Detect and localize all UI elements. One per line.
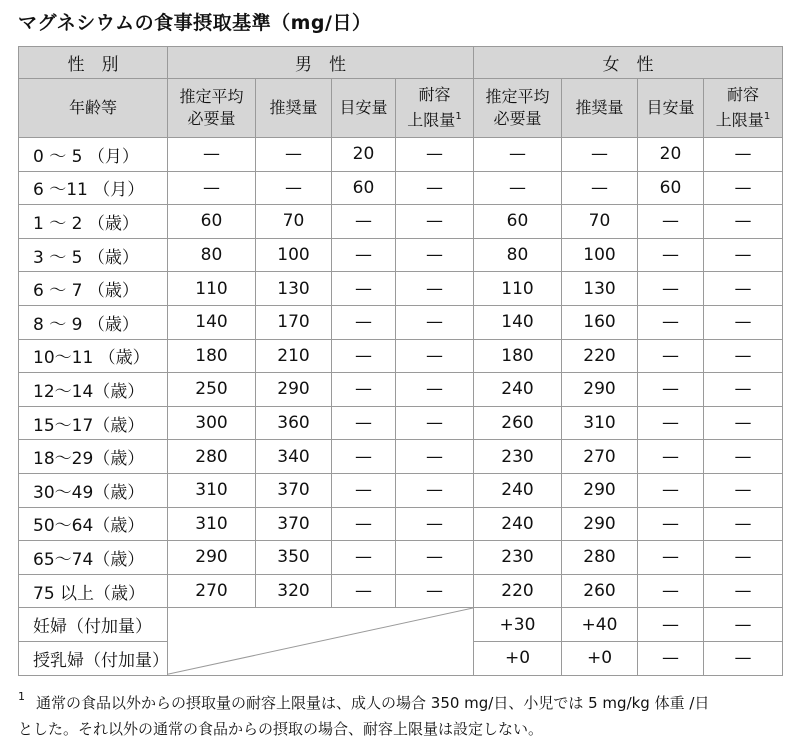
value-cell: — [396, 305, 474, 339]
value-cell: 250 [168, 373, 256, 407]
footnote-line-1: 通常の食品以外からの摂取量の耐容上限量は、成人の場合 350 mg/日、小児では 5 mg/kg 体重 /日 [36, 694, 710, 712]
value-cell: 220 [562, 339, 638, 373]
value-cell: 360 [256, 406, 332, 440]
male-ear-header: 推定平均 必要量 [168, 79, 256, 138]
value-cell: — [332, 440, 396, 474]
age-cell: 妊婦（付加量） [19, 608, 168, 642]
value-cell: — [168, 171, 256, 205]
value-cell: 60 [638, 171, 704, 205]
age-cell: 8 ～ 9 （歳） [19, 305, 168, 339]
value-cell: — [638, 272, 704, 306]
table-row [19, 272, 783, 306]
table-row [19, 138, 783, 172]
value-cell: — [332, 507, 396, 541]
value-cell: — [704, 339, 783, 373]
value-cell: 160 [562, 305, 638, 339]
value-cell: 260 [562, 574, 638, 608]
table-row [19, 373, 783, 407]
age-cell: 6 ～11 （月） [19, 171, 168, 205]
table-row [19, 608, 783, 642]
value-cell: 350 [256, 541, 332, 575]
value-cell: 300 [168, 406, 256, 440]
value-cell: — [332, 238, 396, 272]
value-cell: — [638, 541, 704, 575]
value-cell: — [638, 205, 704, 239]
value-cell: — [704, 138, 783, 172]
value-cell: 370 [256, 507, 332, 541]
value-cell: 220 [474, 574, 562, 608]
female-header: 女 性 [474, 47, 783, 79]
value-cell: 70 [256, 205, 332, 239]
value-cell: 60 [332, 171, 396, 205]
value-cell: — [396, 440, 474, 474]
value-cell: — [704, 305, 783, 339]
age-cell: 1 ～ 2 （歳） [19, 205, 168, 239]
value-cell: — [704, 373, 783, 407]
age-cell: 75 以上（歳） [19, 574, 168, 608]
value-cell: +0 [562, 641, 638, 675]
value-cell: 170 [256, 305, 332, 339]
value-cell: — [704, 238, 783, 272]
value-cell: 240 [474, 507, 562, 541]
value-cell: — [396, 238, 474, 272]
value-cell: — [396, 541, 474, 575]
value-cell: 20 [332, 138, 396, 172]
value-cell: — [704, 541, 783, 575]
table-row [19, 406, 783, 440]
value-cell: 280 [562, 541, 638, 575]
value-cell: — [332, 406, 396, 440]
table-row [19, 171, 783, 205]
value-cell: — [638, 574, 704, 608]
value-cell: — [332, 305, 396, 339]
value-cell: — [562, 138, 638, 172]
value-cell: — [256, 138, 332, 172]
value-cell: — [396, 138, 474, 172]
age-cell: 3 ～ 5 （歳） [19, 238, 168, 272]
value-cell: — [396, 171, 474, 205]
value-cell: 290 [168, 541, 256, 575]
value-cell: 110 [168, 272, 256, 306]
value-cell: — [704, 507, 783, 541]
value-cell: 110 [474, 272, 562, 306]
value-cell: — [396, 272, 474, 306]
value-cell: — [638, 373, 704, 407]
age-cell: 18～29（歳） [19, 440, 168, 474]
value-cell: 370 [256, 473, 332, 507]
value-cell: — [638, 507, 704, 541]
table-row [19, 238, 783, 272]
value-cell: 20 [638, 138, 704, 172]
value-cell: — [396, 373, 474, 407]
table-row [19, 574, 783, 608]
value-cell: — [396, 205, 474, 239]
male-ai-header: 目安量 [332, 79, 396, 138]
value-cell: — [638, 473, 704, 507]
value-cell: 270 [562, 440, 638, 474]
magnesium-intake-table [18, 46, 783, 676]
value-cell: 290 [562, 473, 638, 507]
female-ai-header: 目安量 [638, 79, 704, 138]
value-cell: 100 [256, 238, 332, 272]
age-cell: 15～17（歳） [19, 406, 168, 440]
value-cell: — [332, 574, 396, 608]
value-cell: — [704, 641, 783, 675]
table-row [19, 541, 783, 575]
value-cell: 130 [256, 272, 332, 306]
value-cell: +30 [474, 608, 562, 642]
value-cell: 80 [168, 238, 256, 272]
value-cell: 230 [474, 440, 562, 474]
table-row [19, 339, 783, 373]
value-cell: 280 [168, 440, 256, 474]
footnote [18, 690, 782, 742]
age-cell: 授乳婦（付加量） [19, 641, 168, 675]
value-cell: 210 [256, 339, 332, 373]
age-cell: 6 ～ 7 （歳） [19, 272, 168, 306]
value-cell: 240 [474, 373, 562, 407]
value-cell: 80 [474, 238, 562, 272]
female-rda-header: 推奨量 [562, 79, 638, 138]
value-cell: 290 [562, 507, 638, 541]
value-cell: — [638, 440, 704, 474]
male-header: 男 性 [168, 47, 474, 79]
value-cell: — [332, 373, 396, 407]
age-cell: 30～49（歳） [19, 473, 168, 507]
age-cell: 0 ～ 5 （月） [19, 138, 168, 172]
value-cell: 310 [562, 406, 638, 440]
value-cell: 180 [168, 339, 256, 373]
female-ul-header: 耐容 上限量$^1$ [704, 79, 783, 138]
value-cell: — [256, 171, 332, 205]
table-row [19, 507, 783, 541]
value-cell: — [704, 473, 783, 507]
intake-table-wrapper [18, 46, 782, 676]
value-cell: — [704, 205, 783, 239]
value-cell: 70 [562, 205, 638, 239]
value-cell: — [332, 541, 396, 575]
value-cell: 290 [562, 373, 638, 407]
value-cell: — [638, 406, 704, 440]
value-cell: 270 [168, 574, 256, 608]
female-ear-header: 推定平均 必要量 [474, 79, 562, 138]
value-cell: +40 [562, 608, 638, 642]
male-rda-header: 推奨量 [256, 79, 332, 138]
value-cell: 240 [474, 473, 562, 507]
value-cell: 140 [168, 305, 256, 339]
value-cell: — [474, 138, 562, 172]
value-cell: — [704, 272, 783, 306]
value-cell: 130 [562, 272, 638, 306]
footnote-line-2: とした。それ以外の通常の食品からの摂取の場合、耐容上限量は設定しない。 [18, 720, 544, 738]
value-cell: — [704, 608, 783, 642]
footnote-mark: 1 [18, 690, 25, 703]
value-cell: 60 [474, 205, 562, 239]
value-cell: 290 [256, 373, 332, 407]
sex-header: 性 別 [19, 47, 168, 79]
value-cell: — [638, 641, 704, 675]
value-cell: 310 [168, 507, 256, 541]
value-cell: 230 [474, 541, 562, 575]
value-cell: — [396, 339, 474, 373]
value-cell: — [704, 574, 783, 608]
age-header: 年齢等 [19, 79, 168, 138]
value-cell: 140 [474, 305, 562, 339]
table-row [19, 440, 783, 474]
value-cell: — [638, 608, 704, 642]
value-cell: — [638, 238, 704, 272]
value-cell: 100 [562, 238, 638, 272]
value-cell: — [396, 406, 474, 440]
value-cell: — [474, 171, 562, 205]
value-cell: — [396, 507, 474, 541]
page-title: マグネシウムの食事摂取基準（mg/日） [18, 12, 372, 34]
value-cell: 260 [474, 406, 562, 440]
value-cell: — [562, 171, 638, 205]
value-cell: — [332, 272, 396, 306]
age-cell: 10～11 （歳） [19, 339, 168, 373]
value-cell: — [332, 205, 396, 239]
value-cell: 60 [168, 205, 256, 239]
value-cell: — [704, 171, 783, 205]
table-row [19, 205, 783, 239]
value-cell: 180 [474, 339, 562, 373]
value-cell: — [638, 339, 704, 373]
value-cell: 320 [256, 574, 332, 608]
value-cell: — [396, 574, 474, 608]
value-cell: — [168, 138, 256, 172]
age-cell: 50～64（歳） [19, 507, 168, 541]
value-cell: 340 [256, 440, 332, 474]
value-cell: — [396, 473, 474, 507]
age-cell: 12～14（歳） [19, 373, 168, 407]
age-cell: 65～74（歳） [19, 541, 168, 575]
value-cell: — [332, 339, 396, 373]
table-row [19, 305, 783, 339]
value-cell: 310 [168, 473, 256, 507]
diagonal-line [168, 608, 473, 674]
value-cell: +0 [474, 641, 562, 675]
not-applicable-cell [168, 608, 474, 675]
value-cell: — [638, 305, 704, 339]
value-cell: — [704, 406, 783, 440]
value-cell: — [332, 473, 396, 507]
male-ul-header: 耐容 上限量$^1$ [396, 79, 474, 138]
table-row [19, 473, 783, 507]
value-cell: — [704, 440, 783, 474]
